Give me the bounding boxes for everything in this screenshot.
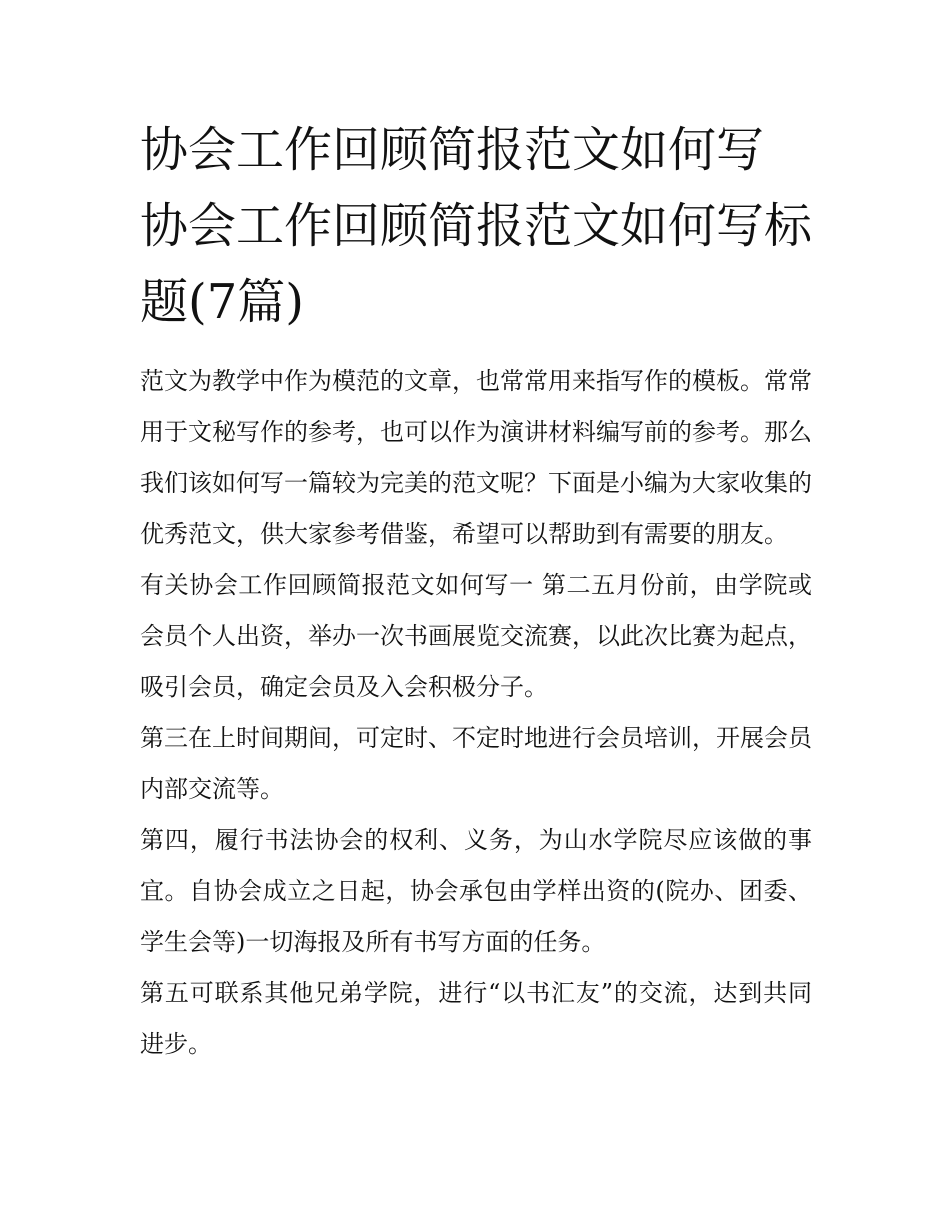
paragraph-fifth: 第五可联系其他兄弟学院，进行“以书汇友”的交流，达到共同进步。 bbox=[140, 979, 812, 1058]
paragraph-intro: 范文为教学中作为模范的文章，也常常用来指写作的模板。常常用于文秘写作的参考，也可以作为演讲材料编写前的参考。那么我们该如何写一篇较为完美的范文呢？下面是小编为大家收集的优秀范文，供大家参考借鉴，希望可以帮助到有需要的朋友。 bbox=[140, 367, 812, 548]
document-body bbox=[140, 356, 812, 1070]
paragraph-second: 有关协会工作回顾简报范文如何写一 第二五月份前，由学院或会员个人出资，举办一次书画展览交流赛，以此次比赛为起点，吸引会员，确定会员及入会积极分子。 bbox=[140, 571, 812, 701]
document-page bbox=[140, 112, 812, 1070]
paragraph-third: 第三在上时间期间，可定时、不定时地进行会员培训，开展会员内部交流等。 bbox=[140, 724, 812, 803]
document-title: 协会工作回顾简报范文如何写 协会工作回顾简报范文如何写标题(7篇) bbox=[140, 122, 813, 330]
paragraph-fourth: 第四，履行书法协会的权利、义务，为山水学院尽应该做的事宜。自协会成立之日起，协会承包由学样出资的(院办、团委、学生会等)一切海报及所有书写方面的任务。 bbox=[140, 826, 812, 956]
